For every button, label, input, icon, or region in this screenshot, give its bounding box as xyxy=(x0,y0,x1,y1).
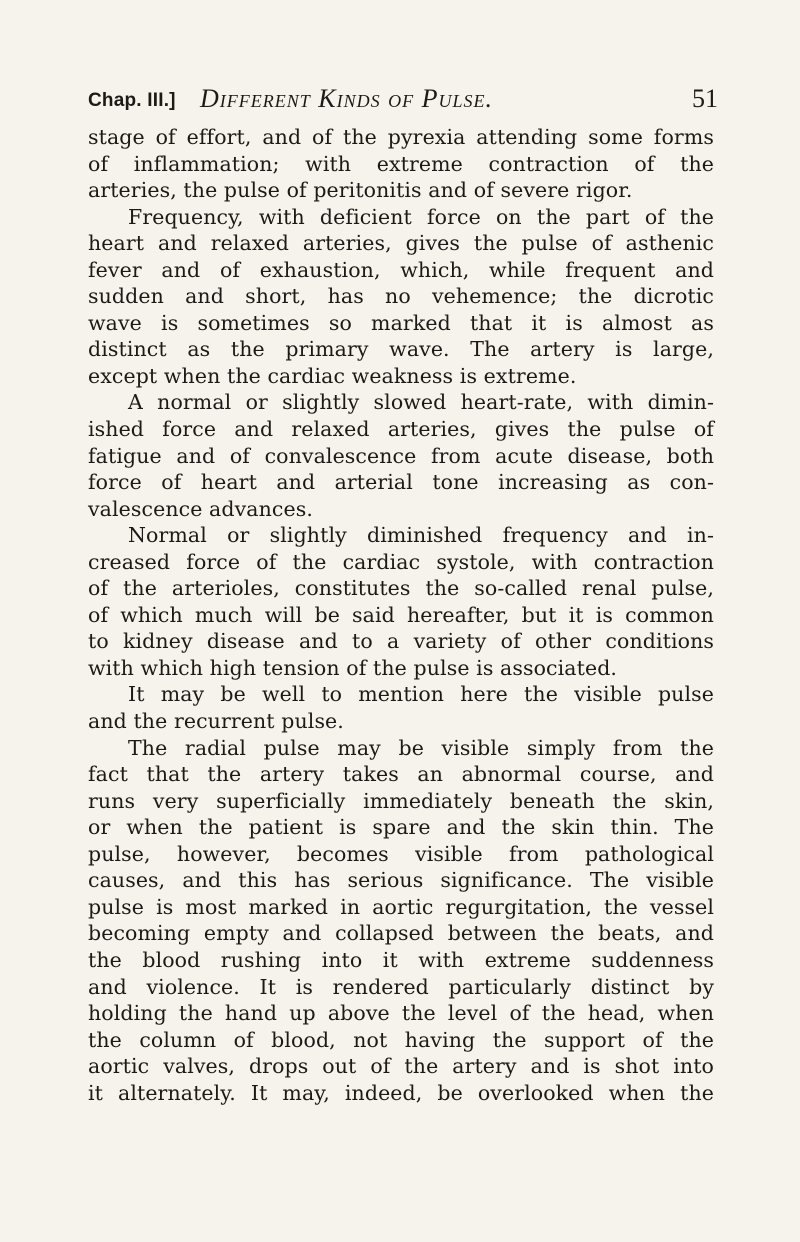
text-line: it alternately. It may, indeed, be overlooked when the xyxy=(88,1080,714,1105)
text-line: causes, and this has serious significance. The visible xyxy=(88,868,714,893)
text-line: runs very superficially immediately beneath the skin, xyxy=(88,788,714,813)
text-line: ished force and relaxed arteries, gives the pulse of xyxy=(88,417,714,442)
body-text xyxy=(88,124,714,1106)
text-line: the column of blood, not having the support of the xyxy=(88,1027,714,1052)
text-line: It may be well to mention here the visible pulse xyxy=(128,682,714,707)
text-line: pulse, however, becomes visible from pathological xyxy=(88,841,714,866)
text-line: fever and of exhaustion, which, while frequent and xyxy=(88,257,714,282)
text-line: The radial pulse may be visible simply from the xyxy=(128,735,714,760)
text-line: wave is sometimes so marked that it is almost as xyxy=(88,310,714,335)
page-number: 51 xyxy=(692,84,718,113)
text-line: stage of effort, and of the pyrexia attending some forms xyxy=(88,125,714,149)
text-line: holding the hand up above the level of the head, when xyxy=(88,1001,714,1026)
text-line: arteries, the pulse of peritonitis and of severe rigor. xyxy=(88,178,633,203)
text-line: valescence advances. xyxy=(88,496,313,521)
text-line: fact that the artery takes an abnormal course, and xyxy=(88,762,714,787)
text-line: and violence. It is rendered particularly distinct by xyxy=(88,974,714,999)
text-line: with which high tension of the pulse is associated. xyxy=(88,655,618,680)
text-line: heart and relaxed arteries, gives the pulse of asthenic xyxy=(88,231,714,256)
text-line: A normal or slightly slowed heart-rate, with dimin- xyxy=(128,390,714,415)
text-line: aortic valves, drops out of the artery and is shot into xyxy=(88,1054,714,1079)
text-line: except when the cardiac weakness is extreme. xyxy=(88,363,577,388)
text-line: to kidney disease and to a variety of other conditions xyxy=(88,629,714,654)
text-line: of the arterioles, constitutes the so-called renal pulse, xyxy=(88,576,714,601)
text-line: force of heart and arterial tone increasing as con- xyxy=(88,470,714,495)
text-line: fatigue and of convalescence from acute disease, both xyxy=(88,443,714,468)
text-line: Frequency, with deficient force on the part of the xyxy=(128,204,714,229)
text-line: and the recurrent pulse. xyxy=(88,709,344,734)
text-line: or when the patient is spare and the skin thin. The xyxy=(88,815,714,840)
text-line: the blood rushing into it with extreme suddenness xyxy=(88,947,714,972)
text-line: creased force of the cardiac systole, with contraction xyxy=(88,549,714,574)
text-line: Normal or slightly diminished frequency and in- xyxy=(128,523,714,548)
text-line: sudden and short, has no vehemence; the dicrotic xyxy=(88,284,714,309)
chapter-label: Chap. III.] xyxy=(88,90,176,111)
text-line: becoming empty and collapsed between the beats, and xyxy=(88,921,714,946)
text-line: of inflammation; with extreme contraction of the xyxy=(88,151,714,176)
page-header xyxy=(88,80,718,120)
running-title: Different Kinds of Pulse. xyxy=(200,84,493,113)
text-line: of which much will be said hereafter, but it is common xyxy=(88,602,714,627)
text-line: pulse is most marked in aortic regurgitation, the vessel xyxy=(88,894,714,919)
text-line: distinct as the primary wave. The artery is large, xyxy=(88,337,714,362)
